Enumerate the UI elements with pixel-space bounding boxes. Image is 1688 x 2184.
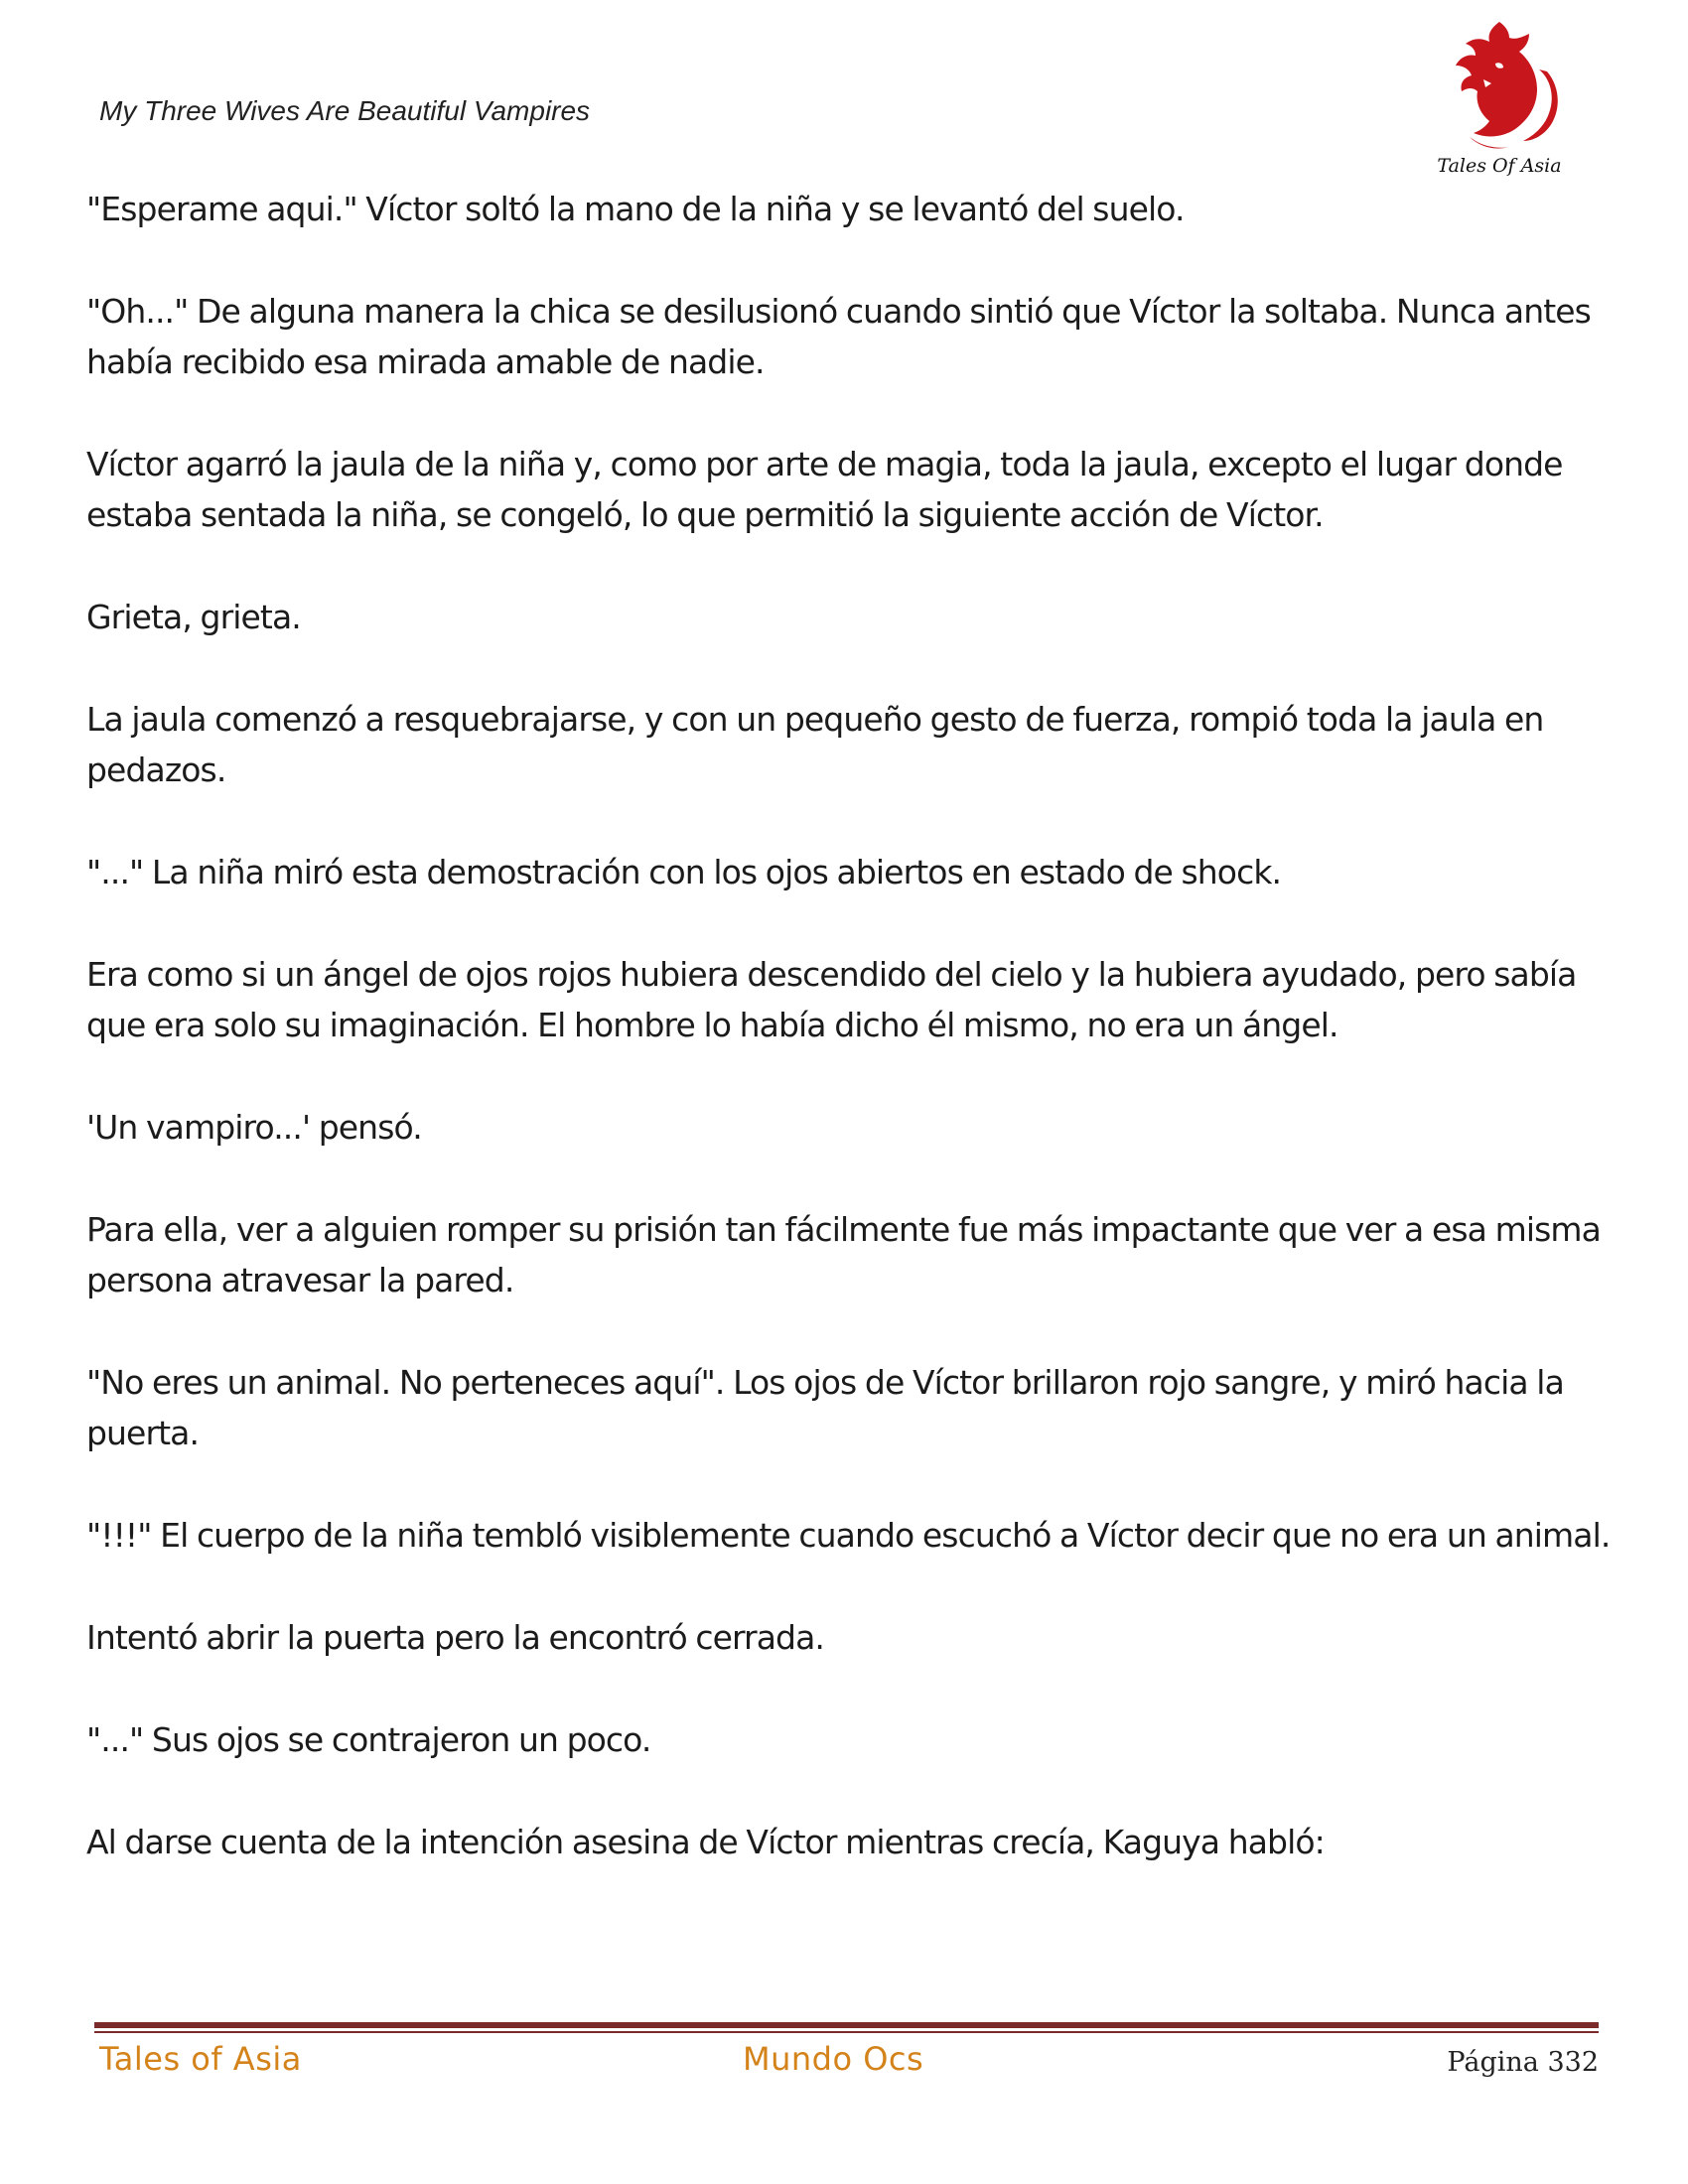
paragraph: Intentó abrir la puerta pero la encontró cerrada. [86,1618,825,1657]
paragraph: Era como si un ángel de ojos rojos hubiera descendido del cielo y la hubiera ayudado, pero sabía que era solo su imaginación. El hombre lo había dicho él mismo, no era un ángel. [86,955,1577,1044]
logo-caption: Tales Of Asia [1437,155,1562,177]
paragraph: "..." Sus ojos se contrajeron un poco. [86,1720,651,1759]
publisher-logo [1430,18,1569,187]
paragraph: "Oh..." De alguna manera la chica se desilusionó cuando sintió que Víctor la soltaba. Nunca antes había recibido esa mirada amable de nadie. [86,292,1591,381]
paragraph: 'Un vampiro...' pensó. [86,1108,422,1147]
paragraph: "!!!" El cuerpo de la niña tembló visiblemente cuando escuchó a Víctor decir que no era un animal. [86,1516,1611,1555]
page-body [86,184,1616,1919]
paragraph: Grieta, grieta. [86,598,301,636]
footer-divider-thin [94,2031,1599,2033]
paragraph: Al darse cuenta de la intención asesina de Víctor mientras crecía, Kaguya habló: [86,1823,1325,1861]
footer-section: Mundo Ocs [743,2040,924,2078]
paragraph: "No eres un animal. No perteneces aquí". Los ojos de Víctor brillaron rojo sangre, y miró hacia la puerta. [86,1363,1564,1452]
paragraph: Víctor agarró la jaula de la niña y, como por arte de magia, toda la jaula, excepto el lugar donde estaba sentada la niña, se congeló, lo que permitió la siguiente acción de Víctor. [86,445,1563,534]
paragraph: "Esperame aqui." Víctor soltó la mano de la niña y se levantó del suelo. [86,190,1185,228]
paragraph: Para ella, ver a alguien romper su prisión tan fácilmente fue más impactante que ver a esa misma persona atravesar la pared. [86,1210,1601,1299]
running-header-title: My Three Wives Are Beautiful Vampires [99,95,591,126]
footer-divider-thick [94,2022,1599,2028]
paragraph: La jaula comenzó a resquebrajarse, y con un pequeño gesto de fuerza, rompió toda la jaula en pedazos. [86,700,1544,789]
red-dragon-icon [1430,18,1569,167]
footer-divider [94,2022,1599,2033]
paragraph: "..." La niña miró esta demostración con los ojos abiertos en estado de shock. [86,853,1282,891]
footer-publisher: Tales of Asia [99,2040,302,2078]
page-number: Página 332 [1447,2047,1599,2078]
